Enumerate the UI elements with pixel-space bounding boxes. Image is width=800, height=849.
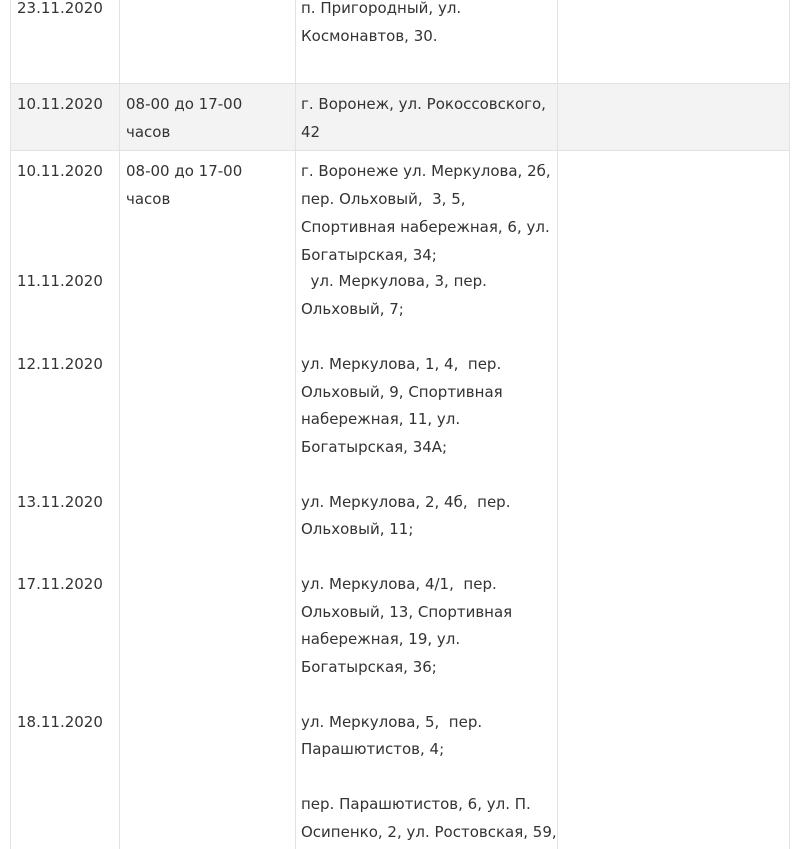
address-line: ул. Меркулова, 3, пер. xyxy=(301,272,487,290)
time-line: часов xyxy=(126,190,171,208)
address-line: Богатырская, 34; xyxy=(301,246,437,264)
address-line: ул. Меркулова, 5, пер. xyxy=(301,713,483,731)
column-divider xyxy=(295,0,296,849)
date-cell: 13.11.2020 xyxy=(17,493,103,511)
address-line: Ольховый, 11; xyxy=(301,520,414,538)
address-line: Осипенко, 2, ул. Ростовская, 59, xyxy=(301,823,557,841)
address-line: ул. Меркулова, 4/1, пер. xyxy=(301,575,497,593)
time-line: 08-00 до 17-00 xyxy=(126,162,243,180)
address-line: набережная, 11, ул. xyxy=(301,410,461,428)
schedule-table xyxy=(10,0,790,849)
address-line: ул. Меркулова, 1, 4, пер. xyxy=(301,355,502,373)
row-divider xyxy=(11,83,789,84)
date-cell: 10.11.2020 xyxy=(17,162,103,180)
address-line: набережная, 19, ул. xyxy=(301,630,461,648)
date-cell: 12.11.2020 xyxy=(17,355,103,373)
address-line: Парашютистов, 4; xyxy=(301,740,445,758)
time-line: 08-00 до 17-00 xyxy=(126,95,243,113)
address-line: Спортивная набережная, 6, ул. xyxy=(301,218,550,236)
column-divider xyxy=(119,0,120,849)
address-line: г. Воронеж, ул. Рокоссовского, xyxy=(301,95,546,113)
address-line: пер. Ольховый, 3, 5, xyxy=(301,190,466,208)
address-line: Космонавтов, 30. xyxy=(301,27,438,45)
date-cell: 17.11.2020 xyxy=(17,575,103,593)
date-cell: 10.11.2020 xyxy=(17,95,103,113)
address-line: Ольховый, 13, Спортивная xyxy=(301,603,513,621)
address-line: г. Воронеже ул. Меркулова, 2б, xyxy=(301,162,551,180)
address-line: ул. Меркулова, 2, 4б, пер. xyxy=(301,493,511,511)
row-divider xyxy=(11,150,789,151)
address-line: Богатырская, 34А; xyxy=(301,438,448,456)
address-line: пер. Парашютистов, 6, ул. П. xyxy=(301,795,531,813)
address-line: Ольховый, 7; xyxy=(301,300,404,318)
date-cell: 11.11.2020 xyxy=(17,272,103,290)
address-line: Ольховый, 9, Спортивная xyxy=(301,383,503,401)
column-divider xyxy=(557,0,558,849)
date-cell: 23.11.2020 xyxy=(17,0,103,17)
address-line: 42 xyxy=(301,123,321,141)
address-line: п. Пригородный, ул. xyxy=(301,0,462,17)
time-line: часов xyxy=(126,123,171,141)
date-cell: 18.11.2020 xyxy=(17,713,103,731)
address-line: Богатырская, 36; xyxy=(301,658,437,676)
